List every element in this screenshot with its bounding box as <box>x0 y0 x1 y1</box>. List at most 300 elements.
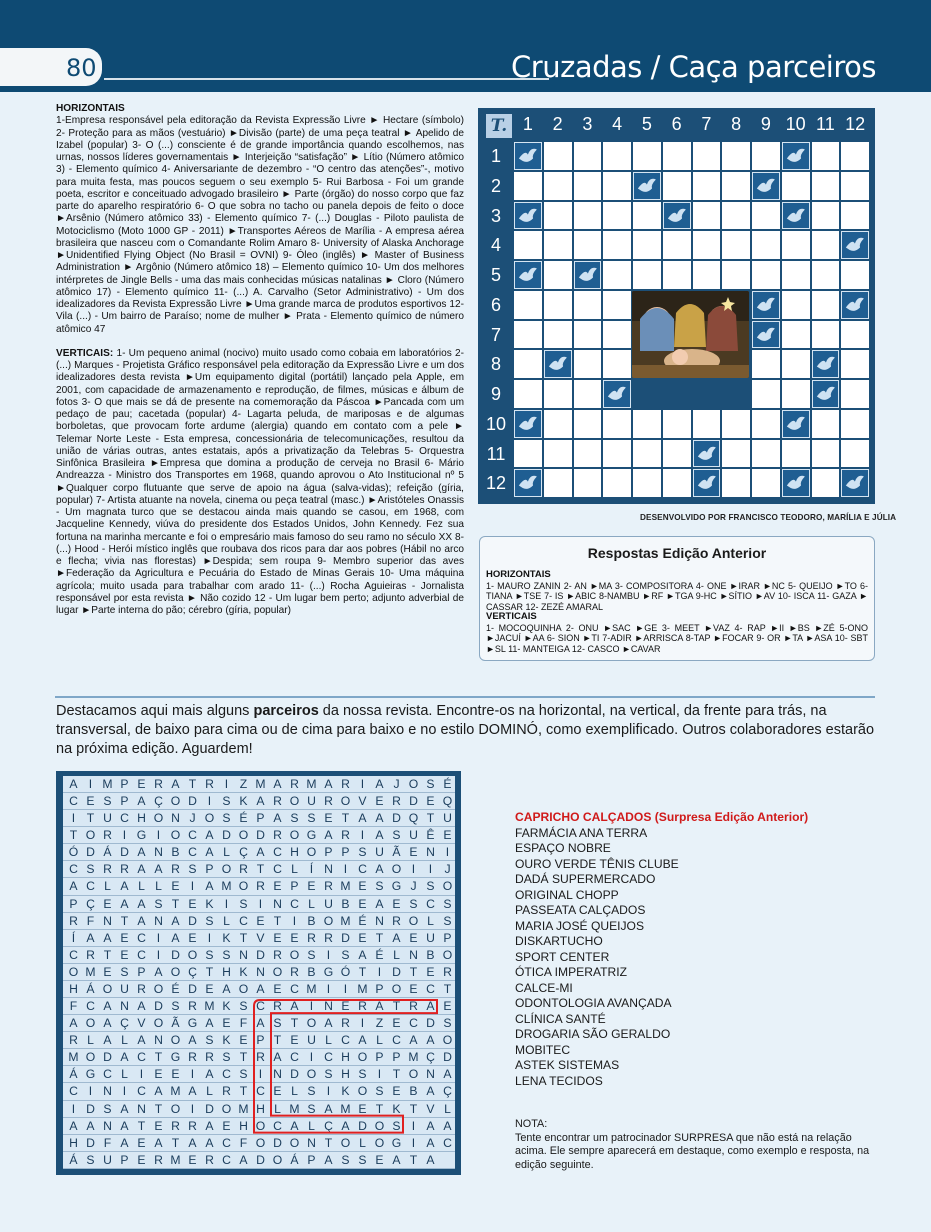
word-search-letter[interactable]: H <box>137 811 146 826</box>
word-search-letter[interactable]: N <box>154 845 163 860</box>
word-search-letter[interactable]: R <box>103 862 112 877</box>
word-search-letter[interactable]: E <box>205 981 214 996</box>
crossword-cell[interactable] <box>752 469 780 497</box>
crossword-cell[interactable] <box>663 142 691 170</box>
word-search-letter[interactable]: A <box>205 1067 214 1082</box>
word-search-letter[interactable]: A <box>375 862 384 877</box>
word-search-letter[interactable]: T <box>426 811 435 826</box>
word-search-letter[interactable]: Ç <box>120 1016 129 1031</box>
word-search-letter[interactable]: B <box>409 1084 418 1099</box>
word-search-letter[interactable]: K <box>222 1033 231 1048</box>
word-search-letter[interactable]: T <box>171 896 180 911</box>
word-search-letter[interactable]: O <box>153 981 164 996</box>
word-search-letter[interactable]: E <box>392 1016 401 1031</box>
word-search-letter[interactable]: E <box>358 879 367 894</box>
word-search-letter[interactable]: N <box>154 913 163 928</box>
word-search-letter[interactable]: O <box>289 947 300 962</box>
word-search-letter[interactable]: R <box>341 828 350 843</box>
word-search-letter[interactable]: Í <box>309 862 314 877</box>
word-search-letter[interactable]: T <box>239 1084 248 1099</box>
word-search-letter[interactable]: R <box>324 794 333 809</box>
word-search-letter[interactable]: O <box>442 879 453 894</box>
word-search-letter[interactable]: S <box>86 1152 95 1167</box>
word-search-letter[interactable]: T <box>239 930 248 945</box>
word-search-letter[interactable]: A <box>392 1152 401 1167</box>
word-search-letter[interactable]: A <box>205 1135 214 1150</box>
word-search-letter[interactable]: L <box>155 879 162 894</box>
word-search-letter[interactable]: A <box>375 828 384 843</box>
word-search-letter[interactable]: I <box>428 862 433 877</box>
word-search-letter[interactable]: O <box>357 1050 368 1065</box>
crossword-cell[interactable] <box>841 350 869 378</box>
word-search-letter[interactable]: C <box>290 981 299 996</box>
word-search-letter[interactable]: I <box>360 828 365 843</box>
word-search-letter[interactable]: E <box>307 879 316 894</box>
word-search-letter[interactable]: I <box>360 777 365 791</box>
word-search-letter[interactable]: A <box>69 1118 78 1133</box>
crossword-cell[interactable] <box>574 291 602 319</box>
word-search-letter[interactable]: E <box>290 1033 299 1048</box>
word-search-letter[interactable]: D <box>256 828 265 843</box>
word-search-letter[interactable]: O <box>153 1016 164 1031</box>
word-search-letter[interactable]: M <box>204 999 215 1014</box>
word-search-letter[interactable]: A <box>358 811 367 826</box>
crossword-cell[interactable] <box>693 142 721 170</box>
word-search-letter[interactable]: S <box>375 879 384 894</box>
word-search-letter[interactable]: D <box>188 981 197 996</box>
crossword-cell[interactable] <box>722 469 750 497</box>
crossword-cell[interactable] <box>782 291 810 319</box>
word-search-letter[interactable]: S <box>443 896 452 911</box>
word-search-letter[interactable]: O <box>289 794 300 809</box>
word-search-letter[interactable]: C <box>273 862 282 877</box>
word-search-letter[interactable]: C <box>426 981 435 996</box>
word-search-letter[interactable]: T <box>154 1101 163 1116</box>
crossword-cell[interactable] <box>812 172 840 200</box>
word-search-letter[interactable]: D <box>341 930 350 945</box>
word-search-letter[interactable]: E <box>392 1084 401 1099</box>
crossword-cell[interactable] <box>841 172 869 200</box>
word-search-letter[interactable]: H <box>69 1135 78 1150</box>
word-search-letter[interactable]: G <box>85 1067 96 1082</box>
word-search-letter[interactable]: T <box>188 777 197 791</box>
word-search-letter[interactable]: P <box>341 845 350 860</box>
word-search-letter[interactable]: M <box>221 879 232 894</box>
word-search-letter[interactable]: E <box>273 879 282 894</box>
word-search-letter[interactable]: N <box>409 947 418 962</box>
word-search-letter[interactable]: I <box>88 1084 93 1099</box>
word-search-letter[interactable]: E <box>392 896 401 911</box>
word-search-letter[interactable]: E <box>86 794 95 809</box>
word-search-letter[interactable]: S <box>290 811 299 826</box>
word-search-letter[interactable]: E <box>137 1135 146 1150</box>
word-search-letter[interactable]: R <box>256 879 265 894</box>
word-search-letter[interactable]: P <box>205 862 214 877</box>
word-search-letter[interactable]: I <box>207 930 212 945</box>
crossword-cell[interactable] <box>782 231 810 259</box>
word-search-letter[interactable]: O <box>68 964 79 979</box>
word-search-letter[interactable]: I <box>411 1118 416 1133</box>
word-search-letter[interactable]: R <box>358 999 367 1014</box>
crossword-cell[interactable] <box>574 202 602 230</box>
word-search-letter[interactable]: I <box>411 1135 416 1150</box>
word-search-letter[interactable]: O <box>255 1118 266 1133</box>
word-search-letter[interactable]: B <box>307 964 316 979</box>
word-search-letter[interactable]: Q <box>408 811 419 826</box>
word-search-letter[interactable]: M <box>85 964 96 979</box>
word-search-letter[interactable]: T <box>205 964 214 979</box>
word-search-letter[interactable]: C <box>256 1084 265 1099</box>
word-search-letter[interactable]: B <box>171 845 180 860</box>
word-search-letter[interactable]: A <box>120 1050 129 1065</box>
crossword-cell[interactable] <box>603 202 631 230</box>
word-search-letter[interactable]: T <box>120 913 129 928</box>
word-search-letter[interactable]: E <box>426 964 435 979</box>
crossword-cell[interactable] <box>722 231 750 259</box>
word-search-letter[interactable]: É <box>358 913 367 928</box>
word-search-letter[interactable]: N <box>154 1033 163 1048</box>
word-search-letter[interactable]: S <box>86 862 95 877</box>
word-search-letter[interactable]: A <box>205 828 214 843</box>
word-search-letter[interactable]: L <box>223 845 230 860</box>
word-search-letter[interactable]: A <box>137 862 146 877</box>
word-search-letter[interactable]: A <box>426 1084 435 1099</box>
crossword-cell[interactable] <box>574 350 602 378</box>
word-search-letter[interactable]: S <box>239 896 248 911</box>
word-search-letter[interactable]: S <box>358 845 367 860</box>
word-search-letter[interactable]: A <box>69 879 78 894</box>
crossword-cell[interactable] <box>544 380 572 408</box>
word-search-letter[interactable]: A <box>154 964 163 979</box>
word-search-letter[interactable]: I <box>343 981 348 996</box>
word-search-letter[interactable]: T <box>409 1152 418 1167</box>
word-search-letter[interactable]: D <box>154 999 163 1014</box>
word-search-letter[interactable]: K <box>341 1084 350 1099</box>
crossword-cell[interactable] <box>812 440 840 468</box>
crossword-cell[interactable] <box>812 202 840 230</box>
word-search-letter[interactable]: N <box>375 913 384 928</box>
word-search-letter[interactable]: E <box>171 1067 180 1082</box>
word-search-letter[interactable]: I <box>190 879 195 894</box>
crossword-cell[interactable] <box>752 202 780 230</box>
word-search-letter[interactable]: D <box>188 794 197 809</box>
word-search-letter[interactable]: J <box>444 862 451 877</box>
word-search-letter[interactable]: A <box>392 930 401 945</box>
word-search-letter[interactable]: A <box>256 1016 265 1031</box>
word-search-letter[interactable]: D <box>256 947 265 962</box>
word-search-letter[interactable]: O <box>85 828 96 843</box>
word-search-letter[interactable]: R <box>154 1152 163 1167</box>
word-search-letter[interactable]: T <box>239 1050 248 1065</box>
word-search-letter[interactable]: A <box>426 1135 435 1150</box>
word-search-letter[interactable]: E <box>358 930 367 945</box>
word-search-letter[interactable]: O <box>408 913 419 928</box>
word-search-letter[interactable]: N <box>324 862 333 877</box>
word-search-letter[interactable]: A <box>188 1033 197 1048</box>
word-search-letter[interactable]: I <box>377 964 382 979</box>
word-search-letter[interactable]: K <box>239 794 248 809</box>
word-search-letter[interactable]: Á <box>86 981 95 996</box>
word-search-letter[interactable]: S <box>375 1084 384 1099</box>
word-search-letter[interactable]: L <box>376 1033 383 1048</box>
word-search-letter[interactable]: A <box>120 879 129 894</box>
word-search-letter[interactable]: E <box>120 947 129 962</box>
word-search-letter[interactable]: C <box>188 828 197 843</box>
word-search-letter[interactable]: C <box>409 1016 418 1031</box>
word-search-letter[interactable]: L <box>121 1033 128 1048</box>
word-search-letter[interactable]: M <box>255 777 266 791</box>
crossword-cell[interactable] <box>782 172 810 200</box>
word-search-letter[interactable]: N <box>426 1067 435 1082</box>
word-search-letter[interactable]: C <box>137 930 146 945</box>
word-search-letter[interactable]: I <box>156 930 161 945</box>
word-search-letter[interactable]: A <box>103 930 112 945</box>
crossword-cell[interactable] <box>693 202 721 230</box>
word-search-letter[interactable]: A <box>426 999 435 1014</box>
word-search-letter[interactable]: P <box>392 1050 401 1065</box>
word-search-letter[interactable]: A <box>137 794 146 809</box>
word-search-letter[interactable]: J <box>189 811 196 826</box>
word-search-letter[interactable]: E <box>273 1084 282 1099</box>
crossword-cell[interactable] <box>693 172 721 200</box>
crossword-cell[interactable] <box>633 261 661 289</box>
crossword-cell[interactable] <box>663 410 691 438</box>
word-search-letter[interactable]: R <box>188 999 197 1014</box>
word-search-letter[interactable]: N <box>239 947 248 962</box>
crossword-cell[interactable] <box>812 469 840 497</box>
crossword-cell[interactable] <box>841 380 869 408</box>
word-search-letter[interactable]: O <box>442 1033 453 1048</box>
word-search-letter[interactable]: S <box>443 1016 452 1031</box>
word-search-letter[interactable]: E <box>120 930 129 945</box>
word-search-letter[interactable]: O <box>374 1135 385 1150</box>
word-search-letter[interactable]: K <box>222 999 231 1014</box>
word-search-letter[interactable]: T <box>137 1118 146 1133</box>
crossword-cell[interactable] <box>752 380 780 408</box>
word-search-letter[interactable]: A <box>375 811 384 826</box>
word-search-letter[interactable]: C <box>69 794 78 809</box>
word-search-letter[interactable]: F <box>69 999 78 1014</box>
word-search-letter[interactable]: O <box>85 1050 96 1065</box>
word-search-letter[interactable]: L <box>393 947 400 962</box>
word-search-letter[interactable]: S <box>222 811 231 826</box>
word-search-letter[interactable]: A <box>426 1152 435 1167</box>
word-search-letter[interactable]: M <box>408 1050 419 1065</box>
word-search-letter[interactable]: R <box>273 794 282 809</box>
word-search-letter[interactable]: C <box>69 1084 78 1099</box>
word-search-letter[interactable]: A <box>341 1118 350 1133</box>
word-search-letter[interactable]: R <box>341 777 350 791</box>
word-search-letter[interactable]: A <box>256 794 265 809</box>
word-search-letter[interactable]: Ó <box>340 964 351 979</box>
word-search-letter[interactable]: I <box>207 794 212 809</box>
word-search-letter[interactable]: E <box>409 981 418 996</box>
crossword-cell[interactable] <box>782 321 810 349</box>
crossword-cell[interactable] <box>663 469 691 497</box>
crossword-cell[interactable] <box>752 410 780 438</box>
word-search-letter[interactable]: D <box>273 1135 282 1150</box>
word-search-letter[interactable]: S <box>426 879 435 894</box>
word-search-letter[interactable]: A <box>120 1118 129 1133</box>
word-search-letter[interactable]: A <box>69 1016 78 1031</box>
word-search-letter[interactable]: I <box>224 777 229 791</box>
word-search-letter[interactable]: S <box>443 913 452 928</box>
crossword-cell[interactable] <box>693 410 721 438</box>
word-search-letter[interactable]: A <box>239 1152 248 1167</box>
word-search-letter[interactable]: D <box>409 794 418 809</box>
crossword-cell[interactable] <box>544 202 572 230</box>
word-search-letter[interactable]: O <box>255 1135 266 1150</box>
word-search-letter[interactable]: K <box>392 1101 401 1116</box>
crossword-cell[interactable] <box>574 440 602 468</box>
crossword-cell[interactable] <box>633 231 661 259</box>
word-search-letter[interactable]: A <box>375 896 384 911</box>
word-search-letter[interactable]: I <box>190 1067 195 1082</box>
word-search-letter[interactable]: R <box>307 930 316 945</box>
word-search-letter[interactable]: E <box>171 879 180 894</box>
word-search-letter[interactable]: P <box>120 777 129 791</box>
word-search-letter[interactable]: T <box>443 981 452 996</box>
word-search-letter[interactable]: O <box>408 777 419 791</box>
word-search-letter[interactable]: K <box>239 964 248 979</box>
word-search-letter[interactable]: T <box>290 1016 299 1031</box>
word-search-letter[interactable]: I <box>377 1067 382 1082</box>
word-search-letter[interactable]: T <box>273 1033 282 1048</box>
word-search-letter[interactable]: C <box>239 913 248 928</box>
word-search-letter[interactable]: A <box>358 947 367 962</box>
word-search-letter[interactable]: O <box>306 1016 317 1031</box>
word-search-letter[interactable]: O <box>340 1135 351 1150</box>
crossword-cell[interactable] <box>514 172 542 200</box>
word-search-letter[interactable]: F <box>86 913 95 928</box>
word-search-letter[interactable]: O <box>187 947 198 962</box>
word-search-letter[interactable]: C <box>103 1067 112 1082</box>
word-search-letter[interactable]: C <box>256 999 265 1014</box>
word-search-letter[interactable]: O <box>238 981 249 996</box>
crossword-cell[interactable] <box>514 350 542 378</box>
word-search-letter[interactable]: M <box>170 1152 181 1167</box>
word-search-letter[interactable]: N <box>324 999 333 1014</box>
word-search-letter[interactable]: L <box>444 1101 451 1116</box>
word-search-letter[interactable]: O <box>170 1101 181 1116</box>
word-search-letter[interactable]: G <box>323 964 334 979</box>
word-search-letter[interactable]: E <box>154 1067 163 1082</box>
word-search-letter[interactable]: L <box>308 1118 315 1133</box>
word-search-letter[interactable]: L <box>87 1033 94 1048</box>
word-search-letter[interactable]: S <box>222 794 231 809</box>
word-search-letter[interactable]: M <box>170 1084 181 1099</box>
word-search-letter[interactable]: G <box>391 1135 402 1150</box>
word-search-letter[interactable]: R <box>86 947 95 962</box>
word-search-letter[interactable]: E <box>324 811 333 826</box>
crossword-cell[interactable] <box>633 440 661 468</box>
word-search-letter[interactable]: I <box>445 845 450 860</box>
crossword-cell[interactable] <box>722 172 750 200</box>
word-search-letter[interactable]: E <box>409 930 418 945</box>
word-search-letter[interactable]: E <box>154 1118 163 1133</box>
word-search-letter[interactable]: R <box>222 1084 231 1099</box>
crossword-cell[interactable] <box>574 231 602 259</box>
crossword-cell[interactable] <box>603 410 631 438</box>
word-search-letter[interactable]: R <box>239 862 248 877</box>
word-search-letter[interactable]: A <box>205 845 214 860</box>
word-search-letter[interactable]: L <box>223 913 230 928</box>
word-search-letter[interactable]: Ã <box>392 845 401 860</box>
crossword-cell[interactable] <box>544 440 572 468</box>
word-search-letter[interactable]: F <box>239 1135 248 1150</box>
word-search-letter[interactable]: N <box>273 896 282 911</box>
word-search-letter[interactable]: H <box>69 981 78 996</box>
word-search-letter[interactable]: P <box>256 1033 265 1048</box>
word-search-letter[interactable]: D <box>86 1101 95 1116</box>
word-search-letter[interactable]: S <box>307 947 316 962</box>
crossword-cell[interactable] <box>812 231 840 259</box>
word-search-letter[interactable]: T <box>324 1135 333 1150</box>
crossword-cell[interactable] <box>544 321 572 349</box>
word-search-letter[interactable]: U <box>443 811 452 826</box>
word-search-letter[interactable]: S <box>103 794 112 809</box>
crossword-cell[interactable] <box>544 142 572 170</box>
word-search-letter[interactable]: R <box>290 964 299 979</box>
word-search-letter[interactable]: C <box>222 1152 231 1167</box>
word-search-letter[interactable]: I <box>326 1084 331 1099</box>
word-search-letter[interactable]: A <box>443 1118 452 1133</box>
word-search-letter[interactable]: I <box>122 1084 127 1099</box>
word-search-letter[interactable]: O <box>272 964 283 979</box>
word-search-letter[interactable]: E <box>273 981 282 996</box>
crossword-cell[interactable] <box>782 380 810 408</box>
word-search-letter[interactable]: I <box>326 981 331 996</box>
word-search-letter[interactable]: T <box>341 811 350 826</box>
word-search-letter[interactable]: R <box>69 1033 78 1048</box>
word-search-letter[interactable]: N <box>426 845 435 860</box>
word-search-letter[interactable]: A <box>188 1084 197 1099</box>
word-search-letter[interactable]: I <box>156 947 161 962</box>
word-search-letter[interactable]: D <box>426 1016 435 1031</box>
crossword-cell[interactable] <box>633 142 661 170</box>
word-search-letter[interactable]: Ç <box>188 964 197 979</box>
word-search-letter[interactable]: L <box>308 896 315 911</box>
word-search-letter[interactable]: T <box>375 930 384 945</box>
word-search-letter[interactable]: S <box>307 811 316 826</box>
crossword-cell[interactable] <box>752 350 780 378</box>
word-search-letter[interactable]: A <box>256 845 265 860</box>
word-search-letter[interactable]: O <box>391 862 402 877</box>
crossword-cell[interactable] <box>603 142 631 170</box>
word-search-letter[interactable]: T <box>273 913 282 928</box>
word-search-letter[interactable]: Á <box>69 1152 78 1167</box>
word-search-letter[interactable]: A <box>273 811 282 826</box>
crossword-cell[interactable] <box>841 202 869 230</box>
word-search-letter[interactable]: I <box>343 862 348 877</box>
word-search-letter[interactable]: A <box>137 896 146 911</box>
word-search-letter[interactable]: F <box>239 1016 248 1031</box>
word-search-letter[interactable]: N <box>103 1084 112 1099</box>
word-search-letter[interactable]: V <box>137 1016 146 1031</box>
crossword-cell[interactable] <box>663 172 691 200</box>
word-search-letter[interactable]: D <box>290 1067 299 1082</box>
word-search-letter[interactable]: A <box>188 1135 197 1150</box>
crossword-cell[interactable] <box>603 350 631 378</box>
word-search-letter[interactable]: D <box>188 913 197 928</box>
word-search-letter[interactable]: M <box>238 1101 249 1116</box>
word-search-letter[interactable]: A <box>324 777 333 791</box>
word-search-letter[interactable]: E <box>290 930 299 945</box>
word-search-letter[interactable]: S <box>120 964 129 979</box>
crossword-cell[interactable] <box>841 142 869 170</box>
crossword-cell[interactable] <box>841 440 869 468</box>
word-search-letter[interactable]: E <box>137 1152 146 1167</box>
